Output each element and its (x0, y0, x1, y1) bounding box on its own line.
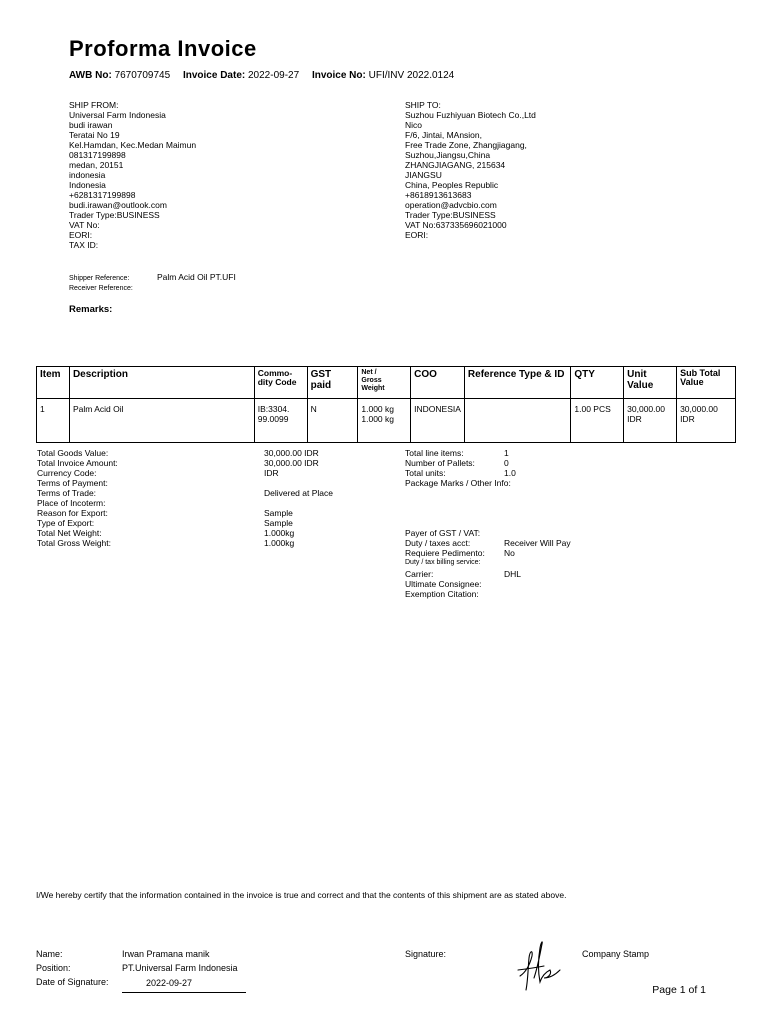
ship-to-line: Trader Type:BUSINESS (405, 210, 496, 220)
col-header-commodity (254, 367, 307, 399)
total-label: Ultimate Consignee: (405, 579, 482, 589)
total-label: Requiere Pedimento: (405, 548, 485, 558)
cell-qty: 1.00 PCS (571, 399, 624, 443)
invoice-date-value: 2022-09-27 (248, 70, 300, 81)
total-label: Total Goods Value: (37, 448, 109, 458)
currency-code-row (37, 468, 333, 478)
name-value: Irwan Pramana manik (122, 949, 210, 959)
total-label: Terms of Trade: (37, 488, 97, 498)
ship-to-line: Nico (405, 120, 423, 130)
total-value: Delivered at Place (264, 488, 333, 498)
ship-from-line: VAT No: (69, 220, 100, 230)
cell-unit-value (624, 399, 677, 443)
date-of-signature-value: 2022-09-27 (146, 978, 193, 988)
ship-to-line: ZHANGJIAGANG, 215634 (405, 160, 506, 170)
totals-right-top (405, 448, 516, 488)
total-label: Currency Code: (37, 468, 97, 478)
col-header-gst-line1: GST (310, 369, 332, 380)
company-stamp-label: Company Stamp (582, 949, 650, 959)
type-of-export-row (37, 518, 333, 528)
total-label: Type of Export: (37, 518, 95, 528)
cell-gst: N (307, 399, 358, 443)
col-header-unit-line2: Value (627, 380, 654, 391)
cell-subtotal-amount: 30,000.00 (680, 404, 718, 414)
col-header-gst (307, 367, 358, 399)
number-of-pallets-row (405, 458, 516, 468)
total-value: 1.000kg (264, 528, 295, 538)
col-header-subtotal-line1: Sub Total (680, 368, 721, 378)
total-value: Sample (264, 518, 293, 528)
total-invoice-amount-row (37, 458, 333, 468)
total-label: Number of Pallets: (405, 458, 475, 468)
duty-taxes-acct-row (405, 538, 571, 548)
exemption-citation-row (405, 589, 571, 599)
ship-from-line: Trader Type:BUSINESS (69, 210, 160, 220)
cell-commodity-line1: IB:3304. (257, 404, 290, 414)
ship-to-line: operation@advcbio.com (405, 200, 497, 210)
cell-commodity (254, 399, 307, 443)
cell-subtotal-currency: IDR (680, 414, 695, 424)
requiere-pedimento-row (405, 548, 571, 558)
package-marks-row (405, 478, 516, 488)
col-header-commodity-line1: Commo- (257, 368, 293, 378)
total-line-items-row (405, 448, 516, 458)
terms-of-trade-row (37, 488, 333, 498)
date-underline (122, 992, 246, 993)
total-value: IDR (264, 468, 279, 478)
col-header-unit-value (624, 367, 677, 399)
total-value: 1 (504, 448, 509, 458)
ship-from-line: indonesia (69, 170, 106, 180)
terms-of-payment-row (37, 478, 333, 488)
items-table (36, 366, 736, 443)
table-header-row (37, 367, 736, 399)
ship-to-line: JIANGSU (405, 170, 442, 180)
total-label: Place of Incoterm: (37, 498, 106, 508)
cell-description: Palm Acid Oil (69, 399, 254, 443)
ship-to-line: EORI: (405, 230, 429, 240)
name-label: Name: (36, 949, 63, 959)
awb-value: 7670709745 (114, 70, 171, 81)
ship-from-line: budi.irawan@outlook.com (69, 200, 167, 210)
signature-label: Signature: (405, 949, 447, 959)
cell-commodity-line2: 99.0099 (257, 414, 289, 424)
total-value: DHL (504, 569, 522, 579)
shipper-reference-label: Shipper Reference: (69, 275, 130, 282)
total-value: 1.0 (504, 468, 516, 478)
total-value: Sample (264, 508, 293, 518)
total-label: Payer of GST / VAT: (405, 528, 481, 538)
total-units-row (405, 468, 516, 478)
total-label: Total units: (405, 468, 446, 478)
col-header-commodity-line2: dity Code (257, 377, 297, 387)
cell-coo: INDONESIA (411, 399, 465, 443)
col-header-item: Item (37, 367, 70, 399)
ship-from-line: medan, 20151 (69, 160, 124, 170)
total-value: 0 (504, 458, 509, 468)
payer-of-gst-row (405, 528, 571, 538)
col-header-gst-line2: paid (310, 380, 332, 391)
cell-net-weight: 1.000 kg (361, 404, 394, 414)
ultimate-consignee-row (405, 579, 571, 589)
total-label: Total Net Weight: (37, 528, 102, 538)
ship-from-line: Kel.Hamdan, Kec.Medan Maimun (69, 140, 197, 150)
ship-from-line: +6281317199898 (69, 190, 136, 200)
total-gross-weight-row (37, 538, 333, 548)
ship-to-line: Suzhou Fuzhiyuan Biotech Co.,Ltd (405, 110, 536, 120)
document-title: Proforma Invoice (69, 36, 257, 61)
page-number: Page 1 of 1 (652, 984, 706, 996)
total-label: Duty / tax billing service: (405, 559, 481, 566)
total-label: Total Gross Weight: (37, 538, 112, 548)
ship-to-line: VAT No:637335696021000 (405, 220, 507, 230)
total-value: 1.000kg (264, 538, 295, 548)
cell-weight (358, 399, 411, 443)
place-of-incoterm-row (37, 498, 333, 508)
ship-from-line: budi irawan (69, 120, 113, 130)
total-value: Receiver Will Pay (504, 538, 571, 548)
totals-right-bottom (405, 528, 571, 599)
shipper-reference-value: Palm Acid Oil PT.UFI (156, 272, 236, 282)
position-label: Position: (36, 963, 71, 973)
total-label: Package Marks / Other Info: (405, 478, 511, 488)
table-row (37, 399, 736, 443)
total-goods-value-row (37, 448, 333, 458)
cell-gross-weight: 1.000 kg (361, 414, 394, 424)
col-header-reference-type: Reference Type & ID (464, 367, 571, 399)
total-label: Total line items: (405, 448, 464, 458)
reason-for-export-row (37, 508, 333, 518)
ship-to-line: Free Trade Zone, Zhangjiagang, (405, 140, 527, 150)
ship-from-line: 081317199898 (69, 150, 126, 160)
total-label: Exemption Citation: (405, 589, 479, 599)
col-header-qty: QTY (571, 367, 624, 399)
total-label: Duty / taxes acct: (405, 538, 471, 548)
total-label: Total Invoice Amount: (37, 458, 118, 468)
cell-subtotal (677, 399, 736, 443)
ship-from-block (69, 100, 196, 250)
col-header-weight-line3: Weight (361, 385, 385, 392)
ship-to-line: SHIP TO: (405, 100, 441, 110)
total-label: Reason for Export: (37, 508, 108, 518)
ship-to-line: F/6, Jintai, MAnsion, (405, 130, 483, 140)
ship-from-line: TAX ID: (69, 240, 99, 250)
certification-statement: I/We hereby certify that the information contained in the invoice is true and correct and that the contents of this shipment are as stated above. (36, 890, 567, 900)
ship-from-line: Teratai No 19 (69, 130, 120, 140)
col-header-weight-line1: Net / (361, 369, 377, 376)
invoice-no-value: UFI/INV 2022.0124 (368, 70, 455, 81)
ship-from-line: Indonesia (69, 180, 106, 190)
receiver-reference-label: Receiver Reference: (69, 285, 133, 292)
total-net-weight-row (37, 528, 333, 538)
col-header-description: Description (69, 367, 254, 399)
ship-to-block (405, 100, 536, 240)
ship-from-line: EORI: (69, 230, 93, 240)
awb-label: AWB No: (69, 70, 112, 81)
cell-unit-currency: IDR (627, 414, 642, 424)
receiver-reference-row (69, 282, 155, 294)
total-value: 30,000.00 IDR (264, 448, 319, 458)
invoice-header (69, 70, 454, 81)
totals-left (37, 448, 333, 548)
cell-item: 1 (37, 399, 70, 443)
duty-tax-billing-row (405, 558, 571, 567)
ship-to-line: Suzhou,Jiangsu,China (405, 150, 491, 160)
date-of-signature-label: Date of Signature: (36, 977, 109, 987)
ship-from-line: Universal Farm Indonesia (69, 110, 166, 120)
position-value: PT.Universal Farm Indonesia (122, 963, 238, 973)
total-label: Carrier: (405, 569, 434, 579)
invoice-date-label: Invoice Date: (182, 70, 246, 81)
col-header-weight (358, 367, 411, 399)
col-header-coo: COO (411, 367, 465, 399)
ship-to-line: China, Peoples Republic (405, 180, 499, 190)
handwritten-signature (514, 936, 564, 994)
invoice-no-label: Invoice No: (311, 70, 366, 81)
cell-reference-type (464, 399, 571, 443)
total-value: No (504, 548, 515, 558)
remarks-label: Remarks: (69, 304, 113, 315)
ship-from-line: SHIP FROM: (69, 100, 119, 110)
col-header-subtotal (677, 367, 736, 399)
carrier-row (405, 569, 571, 579)
cell-unit-amount: 30,000.00 (627, 404, 665, 414)
col-header-weight-line2: Gross (361, 377, 382, 384)
col-header-unit-line1: Unit (627, 369, 647, 380)
col-header-subtotal-line2: Value (680, 377, 704, 387)
total-label: Terms of Payment: (37, 478, 108, 488)
total-value: 30,000.00 IDR (264, 458, 319, 468)
ship-to-line: +8618913613683 (405, 190, 472, 200)
